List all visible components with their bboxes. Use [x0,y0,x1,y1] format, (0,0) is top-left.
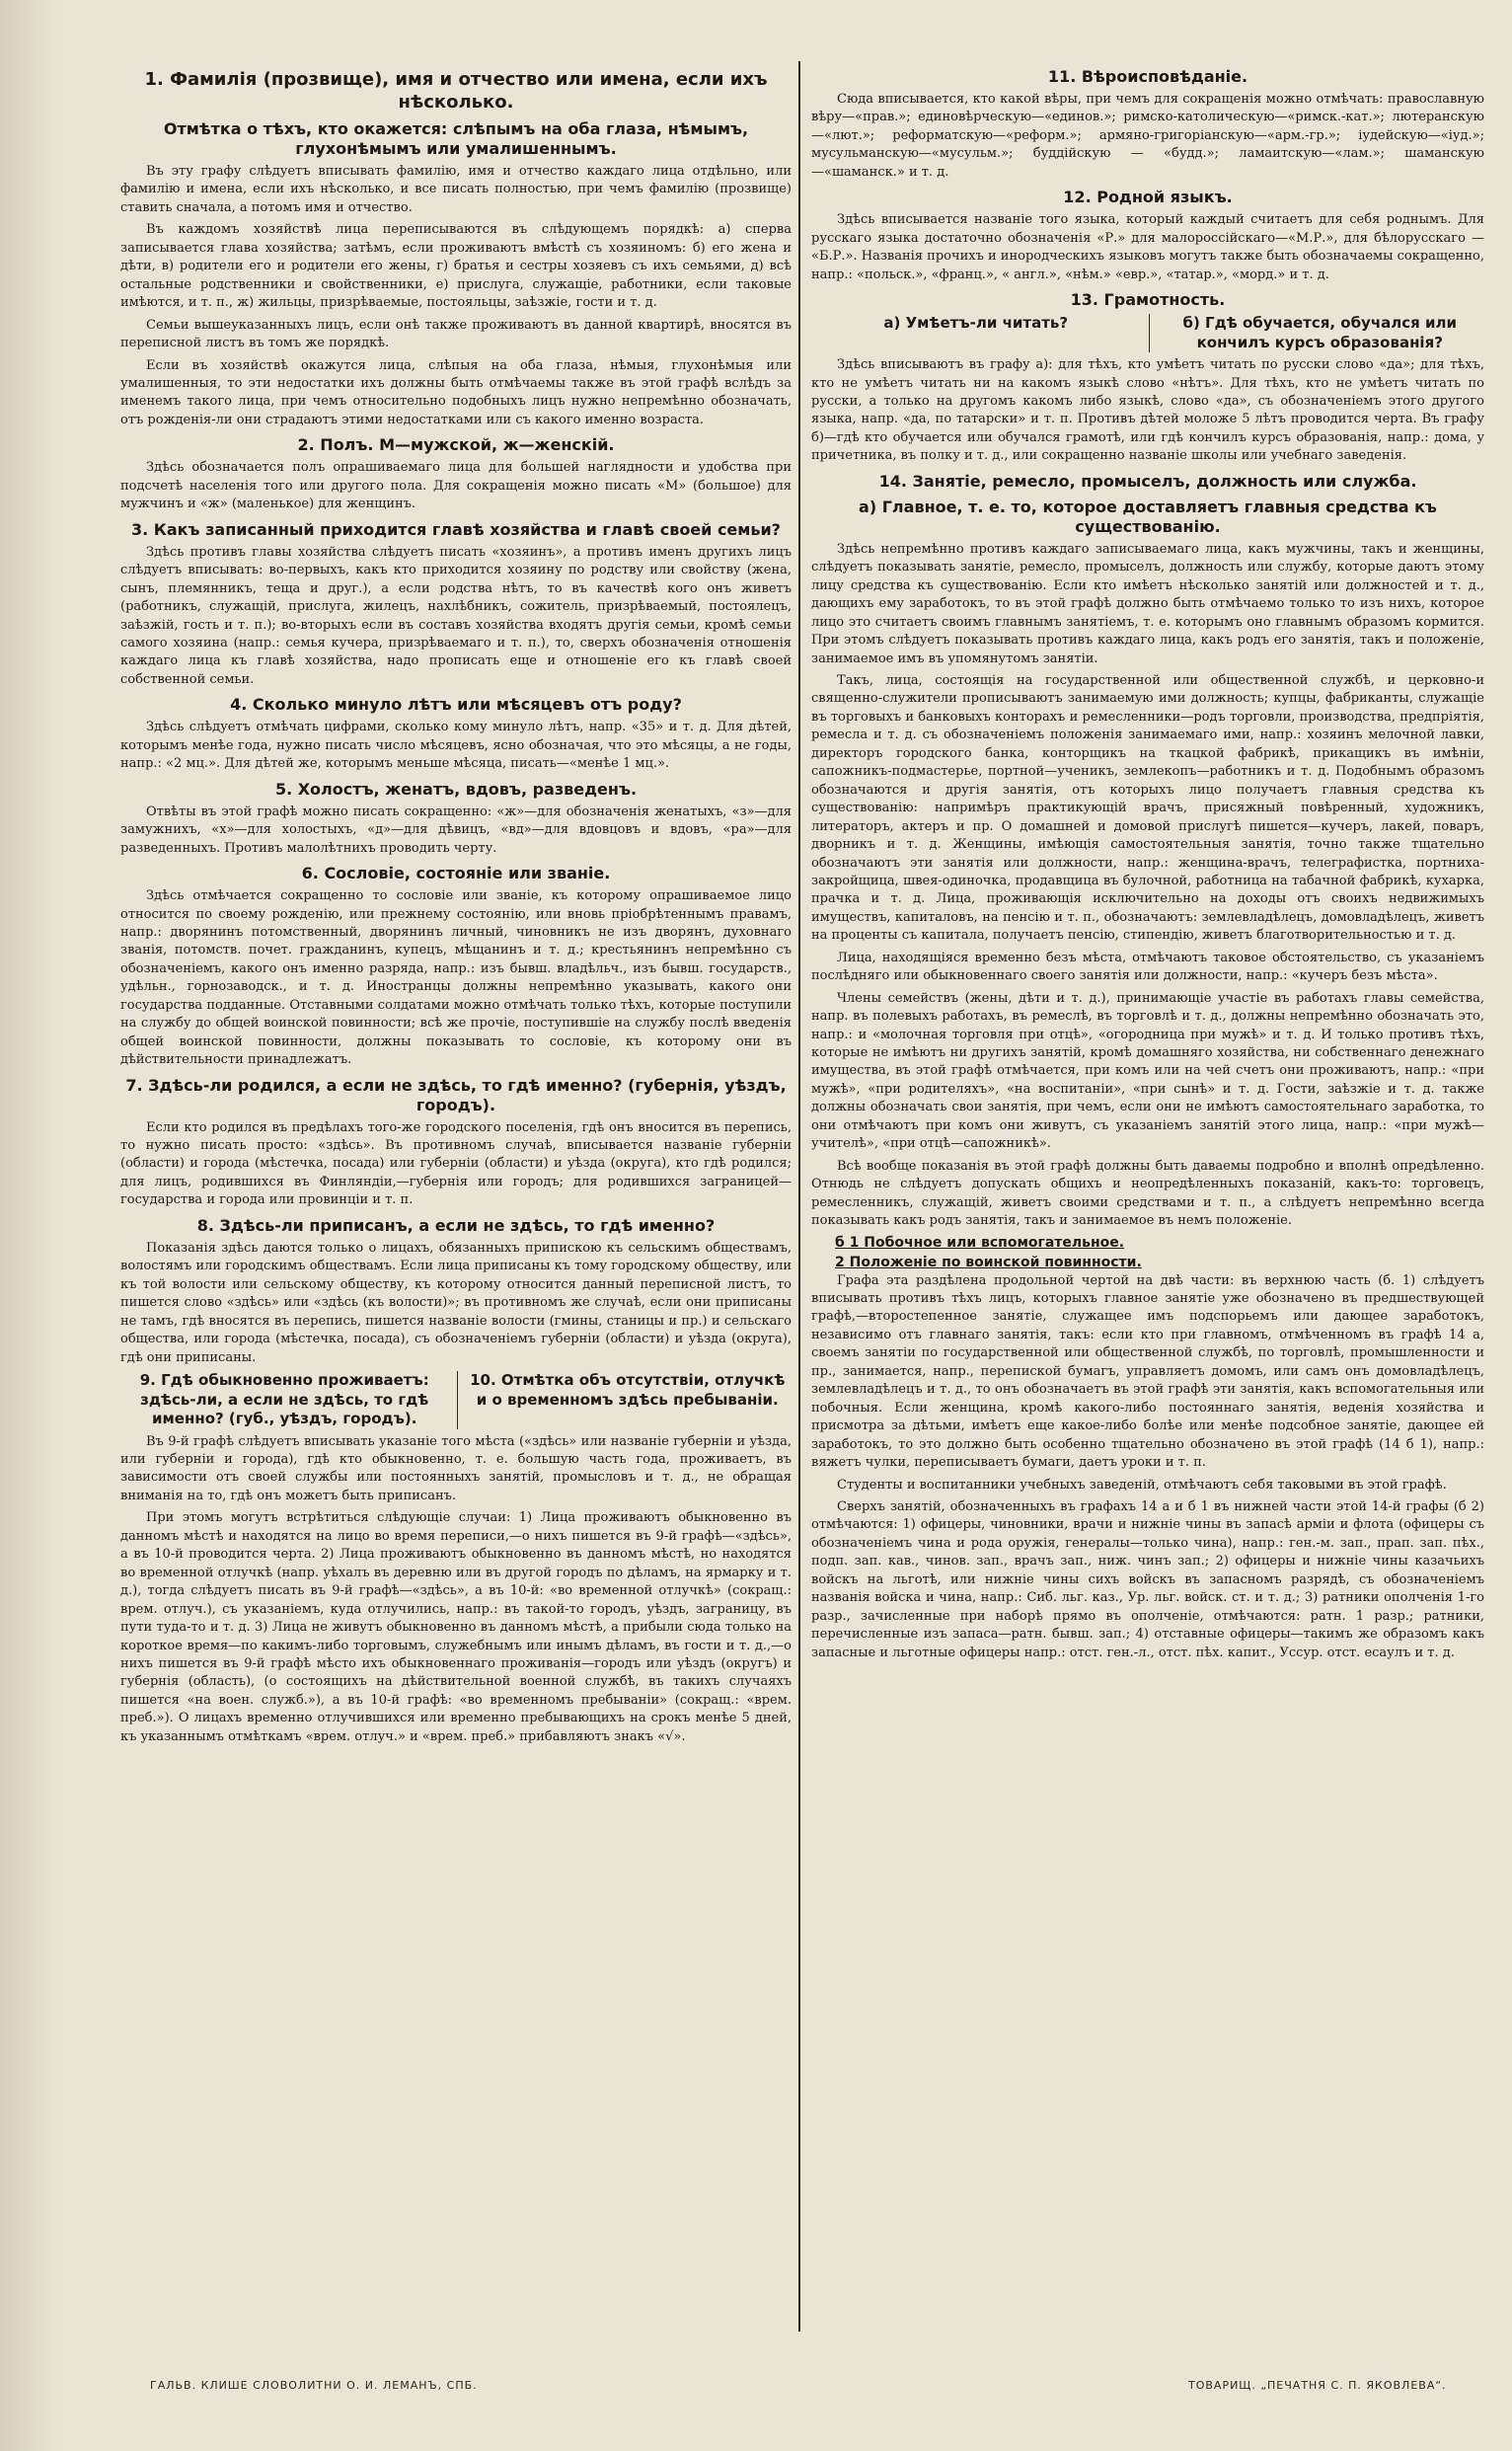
section-9-paragraph-2: При этомъ могутъ встрѣтиться слѣдующіе случаи: 1) Лица проживаютъ обыкновенно въ данномъ мѣстѣ и находятся на лицо во время переписи,—о нихъ пишется въ 9-й графѣ—«здѣсь», а въ 10-й проводится черта. 2) Лица проживаютъ обыкновенно въ данномъ мѣстѣ, но находятся во временной отлучкѣ (напр. уѣхалъ въ деревню или въ другой городъ по дѣламъ, на ярмарку и т. д.), тогда слѣдуетъ писать въ 9-й графѣ—«здѣсь», а въ 10-й: «во временной отлучкѣ» (сокращ.: врем. отлуч.), съ указаніемъ, куда отлучились, напр.: въ такой-то городъ, уѣздъ, заграницу, въ пути туда-то и т. д. 3) Лица не живутъ обыкновенно въ данномъ мѣстѣ, а прибыли сюда только на короткое время—по какимъ-либо торговымъ, служебнымъ или инымъ дѣламъ, въ гости и т. д.,—о нихъ пишется въ 9-й графѣ мѣсто ихъ обыкновеннаго проживанія—городъ или уѣздъ (округъ) и губернія (область), (о состоящихъ на дѣйствительной военной службѣ, въ такихъ случаяхъ пишется «на воен. служб.»), а въ 10-й графѣ: «во временномъ пребываніи» (сокращ.: «врем. преб.»). О лицахъ временно отлучившихся или временно пребывающихъ на срокъ менѣе 5 дней, къ указаннымъ отмѣткамъ «врем. отлуч.» и «врем. преб.» прибавляютъ знакъ «√». [120,1510,792,1744]
section-14a-heading: а) Главное, т. е. то, которое доставляетъ главныя средства къ существованію. [859,497,1437,536]
section-14-title: 14. Занятіе, ремесло, промыселъ, должность или служба. [878,471,1417,491]
section-9-paragraph-1: Въ 9-й графѣ слѣдуетъ вписывать указаніе того мѣста («здѣсь» или названіе губерніи и уѣзда, или губерніи и города), гдѣ кто обыкновенно, т. е. большую часть года, проживаетъ, въ зависимости отъ своей службы или постоянныхъ занятій, промысловъ и т. д., не обращая вниманія на то, гдѣ онъ можетъ быть приписанъ. [120,1433,792,1503]
section-5 [120,780,792,858]
section-10-title: 10. Отмѣтка объ отсутствіи, отлучкѣ и о временномъ здѣсь пребываніи. [457,1371,793,1429]
printer-credit-right: ТОВАРИЩ. „ПЕЧАТНЯ С. П. ЯКОВЛЕВА“. [1188,2379,1447,2392]
section-14-paragraph-8: Сверхъ занятій, обозначенныхъ въ графахъ 14 а и б 1 въ нижней части этой 14-й графы (б 2) отмѣчаются: 1) офицеры, чиновники, врачи и нижніе чины въ запасѣ арміи и флота (офицеры съ обозначеніемъ чина и рода оружія, генералы—только чина), напр.: ген.-м. зап., прап. зап. пѣх., подп. зап. кав., чинов. зап., врачъ зап., ниж. чинъ зап.; 2) офицеры и нижніе чины казачьихъ войскъ на льготѣ, или нижніе чины сихъ войскъ въ запасномъ разрядѣ, съ обозначеніемъ названія войска и чина, напр.: Сиб. льг. каз., Ур. льг. войск. ст. и т. д.; 3) ратники ополченія 1-го разр., зачисленные при наборѣ прямо въ ополченіе, отмѣчаются: ратн. 1 разр.; ратники, перечисленные изъ запаса—ратн. бывш. зап.; 4) отставные офицеры—такимъ же образомъ какъ запасные и льготные офицеры напр.: отст. ген.-л., отст. пѣх. капит., Уссур. отст. есаулъ и т. д. [811,1499,1484,1660]
section-1-paragraph-2: Въ каждомъ хозяйствѣ лица переписываются въ слѣдующемъ порядкѣ: а) сперва записывается глава хозяйства; затѣмъ, если проживаютъ вмѣстѣ съ хозяиномъ: б) его жена и дѣти, в) родители его и родители его жены, г) братья и сестры хозяевъ съ ихъ семьями, д) всѣ остальные родственники и свойственники, е) прислуга, служащіе, работники, если таковые имѣются, и т. п., ж) жильцы, призрѣваемые, постояльцы, заѣзжіе, гости и т. д. [120,222,792,311]
section-2-paragraph-1: Здѣсь обозначается полъ опрашиваемаго лица для большей наглядности и удобства при подсчетѣ населенія того или другого пола. Для сокращенія можно писать «М» (большое) для мужчинъ и «ж» (маленькое) для женщинъ. [120,460,792,512]
section-4 [120,695,792,773]
section-1-subtitle: Отмѣтка о тѣхъ, кто окажется: слѣпымъ на оба глаза, нѣмымъ, глухонѣмымъ или умалишеннымъ. [163,119,749,158]
section-13a-title: а) Умѣетъ-ли читать? [883,314,1069,333]
section-14b2-heading: 2 Положеніе по воинской повинности. [835,1254,1142,1270]
section-6 [120,864,792,1070]
section-3-title: 3. Какъ записанный приходится главѣ хозяйства и главѣ своей семьи? [131,519,781,539]
section-13 [811,290,1484,466]
section-4-paragraph-1: Здѣсь слѣдуетъ отмѣчать цифрами, сколько кому минуло лѣтъ, напр. «35» и т. д. Для дѣтей, которымъ менѣе года, нужно писать число мѣсяцевъ, ясно обозначая, что это мѣсяцы, а не годы, напр.: «2 мц.». Для дѣтей же, которымъ меньше мѣсяца, писать—«менѣе 1 мц.». [120,720,792,772]
section-6-paragraph-1: Здѣсь отмѣчается сокращенно то сословіе или званіе, къ которому опрашиваемое лицо относится по своему рожденію, или прежнему состоянію, или вновь пріобрѣтеннымъ правамъ, напр.: дворянинъ потомственный, дворянинъ личный, чиновникъ не изъ дворянъ, духовнаго званія, потомств. почет. гражданинъ, купецъ, мѣщанинъ и т. д.; крестьянинъ непремѣнно съ обозначеніемъ, какого онъ именно разряда, напр.: изъ бывш. владѣльч., изъ бывш. государств., удѣльн., горнозаводск., и т. д. Иностранцы должны непремѣнно указывать, какого они государства подданные. Отставными солдатами можно отмѣчать только тѣхъ, которые поступили на службу до общей воинской повинности; всѣ же прочіе, поступившіе на службу послѣ введенія общей воинской повинности, должны показывать то сословіе, къ которому они въ дѣйствительности принадлежатъ. [120,888,792,1068]
section-14-paragraph-4: Члены семействъ (жены, дѣти и т. д.), принимающіе участіе въ работахъ главы семейства, напр. въ полевыхъ работахъ, въ ремеслѣ, въ торговлѣ и т. д., должны непремѣнно обозначать это, напр.: и «молочная торговля при отцѣ», «огородница при мужѣ» и т. д. И только противъ тѣхъ, которые не имѣютъ ни другихъ занятій, кромѣ домашняго хозяйства, ни собственнаго денежнаго имущества, въ этой графѣ отмѣчается, при комъ или на чей счетъ они проживаютъ, напр.: «при мужѣ», «при родителяхъ», «на воспитаніи», «при сынѣ» и т. д. Гости, заѣзжіе и т. д. также должны обозначать свои занятія, при чемъ, если они не имѣютъ самостоятельнаго заработка, то они отмѣчаютъ при комъ они живутъ, съ указаніемъ занятій этого лица, напр.: «при мужѣ—учителѣ», «при отцѣ—сапожникѣ». [811,990,1484,1152]
section-3 [120,520,792,690]
section-14b1-heading: б 1 Побочное или вспомогательное. [835,1234,1125,1251]
section-9-10 [120,1371,792,1746]
section-14-paragraph-3: Лица, находящіяся временно безъ мѣста, отмѣчаютъ таковое обстоятельство, съ указаніемъ послѣдняго или обыкновеннаго своего занятія или должности, напр.: «кучеръ безъ мѣста». [811,950,1484,984]
section-2 [120,435,792,513]
section-8 [120,1216,792,1367]
section-14 [811,472,1484,1662]
column-divider [798,61,800,2332]
section-5-title: 5. Холостъ, женатъ, вдовъ, разведенъ. [274,779,638,799]
section-4-title: 4. Сколько минуло лѣтъ или мѣсяцевъ отъ роду? [230,695,682,715]
section-13-title: 13. Грамотность. [1070,290,1226,310]
section-13b-title: б) Гдѣ обучается, обучался или кончилъ курсъ образованія? [1149,314,1485,352]
section-13-subheadings [811,314,1484,352]
section-3-paragraph-1: Здѣсь противъ главы хозяйства слѣдуетъ писать «хозяинъ», а противъ именъ другихъ лицъ слѣдуетъ вписывать: во-первыхъ, какъ кто приходится хозяину по родству или свойству (жена, сынъ, племянникъ, теща и друг.), а если родства нѣтъ, то въ качествѣ кого онъ живетъ (работникъ, служащій, прислуга, жилецъ, нахлѣбникъ, сожитель, призрѣваемый, постоялецъ, заѣзжій, гость и т. п.); во-вторыхъ если въ составъ хозяйства входятъ другія семьи, кромѣ семьи самого хозяина (напр.: семья кучера, призрѣваемаго и т. п.), то, сверхъ обозначенія отношенія каждаго лица къ главѣ хозяйства, надо прописать еще и отношеніе его къ главѣ своей собственной семьи. [120,544,792,687]
section-6-title: 6. Сословіе, состояніе или званіе. [301,864,611,883]
section-7-paragraph-1: Если кто родился въ предѣлахъ того-же городского поселенія, гдѣ онъ вносится въ перепись, то нужно писать просто: «здѣсь». Въ противномъ случаѣ, вписывается названіе губерніи (области) и города (мѣстечка, посада) или губерніи (области) и уѣзда (округа), кто гдѣ родился; для лицъ, родившихся въ Финляндіи,—губернія или городъ; для родившихся заграницей—государства и города или провинціи и т. п. [120,1119,792,1208]
section-11 [811,67,1484,182]
section-11-paragraph-1: Сюда вписывается, кто какой вѣры, при чемъ для сокращенія можно отмѣчать: православную вѣру—«прав.»; единовѣрческую—«единов.»; римско-католическую—«римск.-кат.»; лютеранскую—«лют.»; реформатскую—«реформ.»; армяно-григоріанскую—«арм.-гр.»; іудейскую—«іуд.»; мусульманскую—«мусульм.»; буддійскую — «будд.»; ламаитскую—«лам.»; шаманскую—«шаманск.» и т. д. [811,92,1484,180]
section-14-paragraph-7: Студенты и воспитанники учебныхъ заведеній, отмѣчаютъ себя таковыми въ этой графѣ. [837,1477,1447,1493]
section-12 [811,188,1484,284]
section-1-title: 1. Фамилія (прозвище), имя и отчество или имена, если ихъ нѣсколько. [144,69,768,113]
section-5-paragraph-1: Отвѣты въ этой графѣ можно писать сокращенно: «ж»—для обозначенія женатыхъ, «з»—для замужнихъ, «х»—для холостыхъ, «д»—для дѣвицъ, «вд»—для вдовцовъ и вдовъ, «ра»—для разведенныхъ. Противъ малолѣтнихъ проводить черту. [120,804,792,856]
section-9-title: 9. Гдѣ обыкновенно проживаетъ: здѣсь-ли, а если не здѣсь, то гдѣ именно? (губ., уѣздъ, городъ). [139,1371,429,1428]
section-14-paragraph-1: Здѣсь непремѣнно противъ каждаго записываемаго лица, какъ мужчины, такъ и женщины, слѣдуетъ показывать занятіе, ремесло, промыселъ, должность или службу, которые даютъ этому лицу средства къ существованію. Если кто имѣетъ нѣсколько занятій или должностей и т. д., дающихъ ему заработокъ, то въ этой графѣ должно быть отмѣчаемо только то изъ нихъ, которое лицо это считаетъ своимъ главнымъ занятіемъ, т. е. которымъ оно главнымъ образомъ кормится. При этомъ слѣдуетъ показывать противъ каждаго лица, какъ родъ его занятія, такъ и положеніе, занимаемое имъ въ упомянутомъ занятіи. [811,541,1484,666]
section-7 [120,1076,792,1210]
section-1-paragraph-4: Если въ хозяйствѣ окажутся лица, слѣпыя на оба глаза, нѣмыя, глухонѣмыя или умалишенныя, то эти недостатки ихъ должны быть отмѣчаемы также въ этой графѣ вслѣдъ за именемъ такого лица, при чемъ относительно подобныхъ лицъ нужно непремѣнно обозначать, отъ рожденія-ли они страдаютъ этими недостатками или съ какого именно возраста. [120,357,792,427]
section-1-paragraph-3: Семьи вышеуказанныхъ лицъ, если онѣ также проживаютъ въ данной квартирѣ, вносятся въ переписной листъ въ томъ же порядкѣ. [120,317,792,351]
page-fold-shadow [0,0,59,2451]
printer-credit-left: ГАЛЬВ. КЛИШЕ СЛОВОЛИТНИ О. И. ЛЕМАНЪ, СПБ. [150,2379,478,2392]
section-2-title: 2. Полъ. М—мужской, ж—женскій. [297,435,615,455]
section-9-10-headings [120,1371,792,1429]
section-14-paragraph-6: Графа эта раздѣлена продольной чертой на двѣ части: въ верхнюю часть (б. 1) слѣдуетъ вписывать противъ тѣхъ лицъ, которыхъ главное занятіе уже обозначено въ предшествующей графѣ,—второстепенное занятіе, служащее имъ подспорьемъ или дающее заработокъ, независимо отъ главнаго занятія, такъ: если кто при главномъ, отмѣченномъ въ графѣ 14 а, своемъ занятіи по государственной или общественной службѣ, по торговлѣ, промышленности и пр., занимается, напр., перепиской бумагъ, управляетъ домомъ, или самъ онъ домовладѣлецъ, землевладѣлецъ и т. д., то онъ обозначаетъ въ этой графѣ эти занятія, какъ вспомогательныя или побочныя. Если женщина, кромѣ какого-либо постояннаго занятія, веденія хозяйства и присмотра за дѣтьми, имѣетъ еще какое-либо болѣе или менѣе подсобное занятіе, дающее ей заработокъ, то это должно быть особенно тщательно обозначено въ этой графѣ (14 б 1), напр.: вяжетъ чулки, переписываетъ бумаги, даетъ уроки и т. п. [811,1272,1484,1471]
section-1-paragraph-1: Въ эту графу слѣдуетъ вписывать фамилію, имя и отчество каждаго лица отдѣльно, или фамилію и имена, если ихъ нѣсколько, и все писать полностью, при чемъ фамилію (прозвище) ставить сначала, а потомъ имя и отчество. [120,164,792,215]
section-11-title: 11. Вѣроисповѣданіе. [1047,67,1248,86]
section-8-paragraph-1: Показанія здѣсь даются только о лицахъ, обязанныхъ припискою къ сельскимъ обществамъ, волостямъ или городскимъ обществамъ. Если лица приписаны къ тому городскому обществу, или къ той волости или сельскому обществу, къ которому относится данный переписной листъ, то пишется слово «здѣсь» или «здѣсь (къ волости)»; въ противномъ же случаѣ, если они приписаны не тамъ, гдѣ вносятся въ перепись, пишется названіе волости (гмины, станицы и пр.) и сельскаго общества, или города (мѣстечка, посада), съ обозначеніемъ губерніи (области) и уѣзда (округа), гдѣ они приписаны. [120,1240,792,1365]
section-13-paragraph-1: Здѣсь вписываютъ въ графу а): для тѣхъ, кто умѣетъ читать по русски слово «да»; для тѣхъ, кто не умѣетъ читать ни на какомъ языкѣ слово «нѣтъ». Для тѣхъ, кто не умѣетъ читать по русски, а только на другомъ какомъ либо языкѣ, слово «да», съ обозначеніемъ этого другого языка, напр. «да, по татарски» и т. п. Противъ дѣтей моложе 5 лѣтъ проводится черта. Въ графу б)—гдѣ кто обучается или обучался грамотѣ, или гдѣ кончилъ курсъ образованія, напр.: дома, у причетника, въ полку и т. д., или сокращенно названіе школы или учебнаго заведенія. [811,357,1484,464]
left-column [120,61,792,2332]
section-14-paragraph-2: Такъ, лица, состоящія на государственной или общественной службѣ, и церковно-и священно-служители прописываютъ занимаемую ими должность; купцы, фабриканты, служащіе въ торговыхъ и банковыхъ конторахъ и ремесленники—родъ торговли, производства, предпріятія, ремесла и т. д. съ обозначеніемъ положенія занимаемаго ими, напр.: хозяинъ мелочной лавки, директоръ городского банка, конторщикъ на ткацкой фабрикѣ, прикащикъ въ имѣніи, сапожникъ-подмастерье, портной—ученикъ, землекопъ—работникъ и т. д. Подобнымъ образомъ обозначаются и другія занятія, отъ которыхъ лицо получаетъ главныя средства къ существованію: напримѣръ практикующій врачъ, присяжный повѣренный, художникъ, литераторъ, актеръ и пр. О домашней и домовой прислугѣ пишется—кучеръ, лакей, поваръ, дворникъ и т. д. Женщины, имѣющія самостоятельныя занятія, точно также тщательно обозначаютъ эти занятія или должности, напр.: женщина-врачъ, телеграфистка, портниха-закройщица, швея-одиночка, продавщица въ булочной, работница на табачной фабрикѣ, кухарка, прачка и т. д. Лица, проживающія исключительно на доходы отъ своихъ недвижимыхъ имуществъ, капиталовъ, на пенсію и т. п., обозначаютъ: землевладѣлецъ, домовладѣлецъ, живетъ на проценты съ капитала, получаетъ пенсію, стипендію, живетъ благотворительностью и т. д. [811,672,1484,944]
section-8-title: 8. Здѣсь-ли приписанъ, а если не здѣсь, то гдѣ именно? [196,1215,716,1235]
section-12-title: 12. Родной языкъ. [1063,188,1233,207]
section-1 [120,69,792,429]
section-14-paragraph-5: Всѣ вообще показанія въ этой графѣ должны быть даваемы подробно и вполнѣ опредѣленно. Отнюдь не слѣдуетъ допускать общихъ и неопредѣленныхъ показаній, какъ-то: торговецъ, ремесленникъ, служащій, живетъ своими средствами и т. п., а слѣдуетъ непремѣнно всегда показывать какъ родъ занятія, такъ и занимаемое въ немъ положеніе. [811,1158,1484,1229]
section-12-paragraph-1: Здѣсь вписывается названіе того языка, который каждый считаетъ для себя роднымъ. Для русскаго языка достаточно обозначенія «Р.» для малороссійскаго—«М.Р.», для бѣлорусскаго — «Б.Р.». Названія прочихъ и инородческихъ языковъ могутъ также быть обозначаемы сокращенно, напр.: «польск.», «франц.», « англ.», «нѣм.» «евр.», «татар.», «морд.» и т. д. [811,212,1484,282]
right-column [811,61,1484,2332]
section-7-title: 7. Здѣсь-ли родился, а если не здѣсь, то гдѣ именно? (губернія, уѣздъ, городъ). [125,1075,787,1114]
